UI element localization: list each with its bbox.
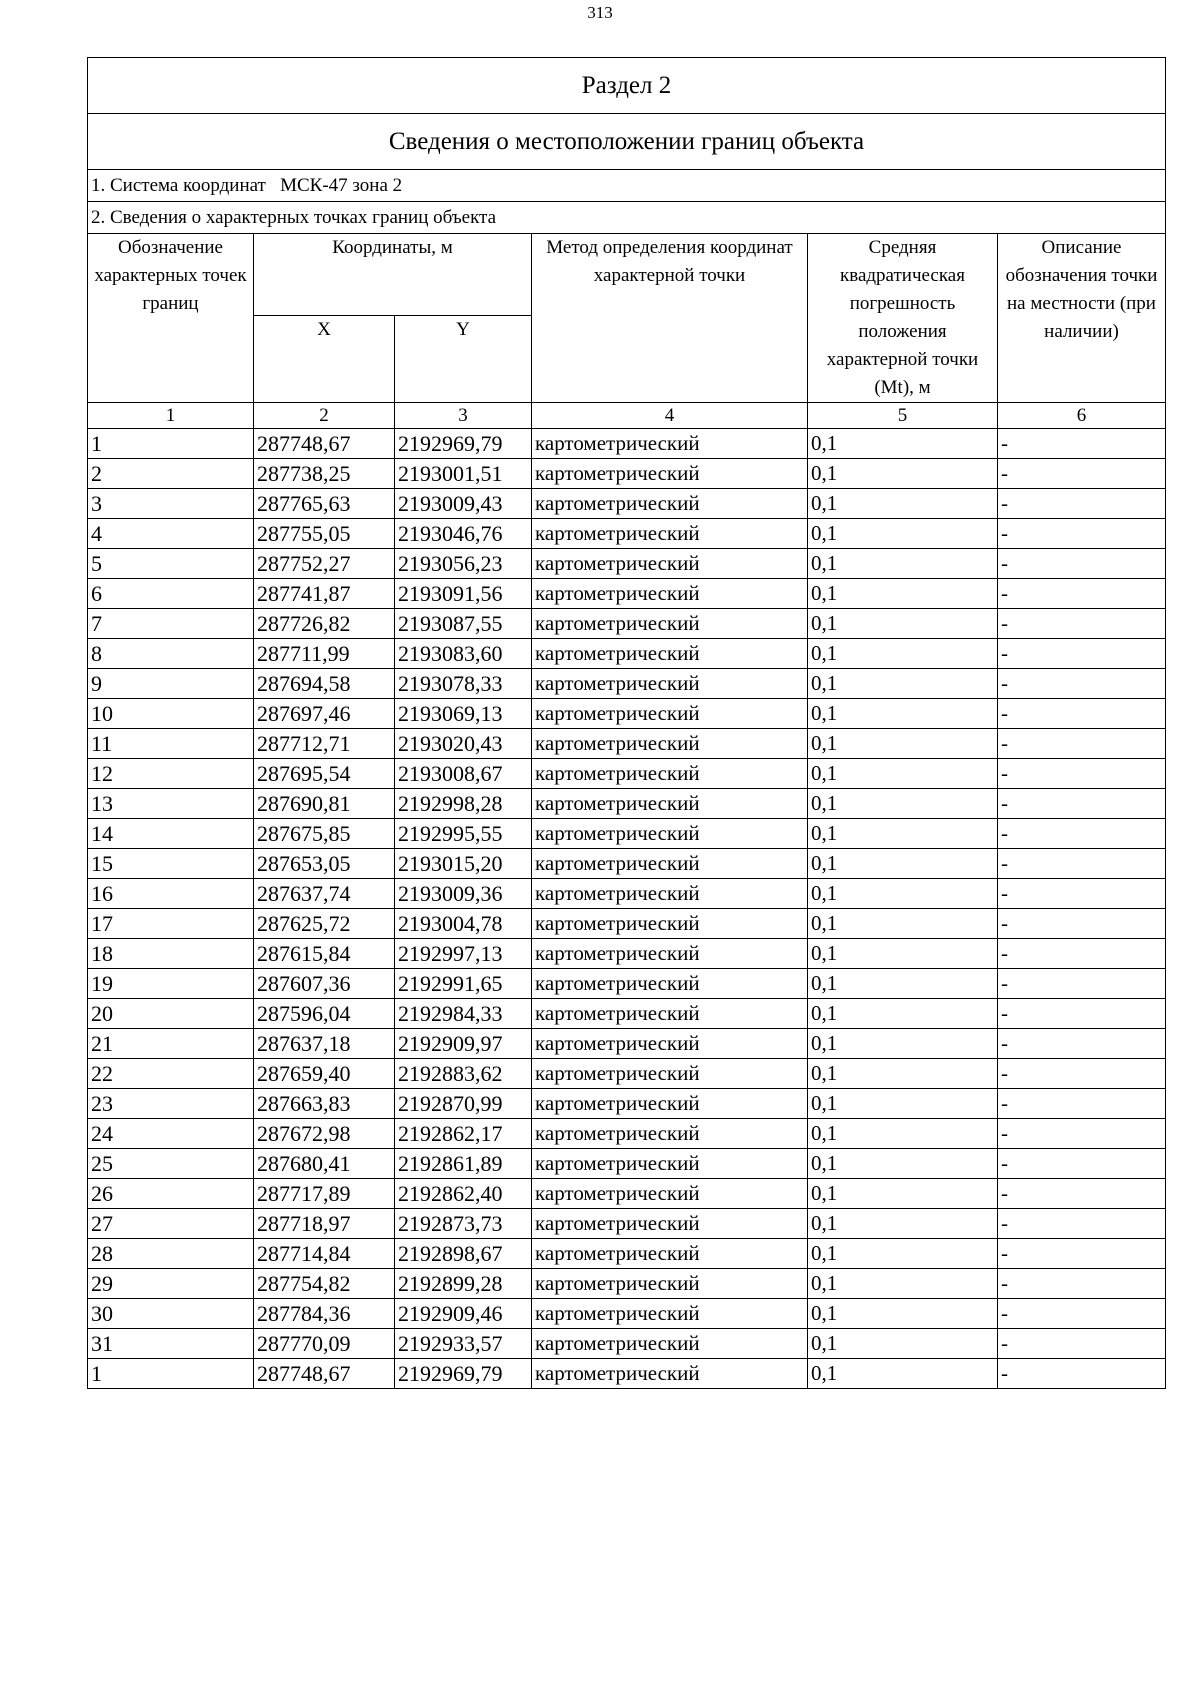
description-cell: - — [998, 969, 1166, 999]
x-coord-cell: 287672,98 — [254, 1119, 395, 1149]
x-coord-cell: 287726,82 — [254, 609, 395, 639]
accuracy-cell: 0,1 — [808, 669, 998, 699]
table-row — [88, 489, 1166, 519]
point-id-cell: 16 — [88, 879, 254, 909]
table-row — [88, 639, 1166, 669]
description-cell: - — [998, 819, 1166, 849]
y-coord-cell: 2193083,60 — [395, 639, 532, 669]
table-row — [88, 669, 1166, 699]
table-row — [88, 1209, 1166, 1239]
point-id-cell: 22 — [88, 1059, 254, 1089]
x-coord-cell: 287770,09 — [254, 1329, 395, 1359]
description-cell: - — [998, 1239, 1166, 1269]
table-row — [88, 999, 1166, 1029]
accuracy-cell: 0,1 — [808, 849, 998, 879]
method-cell: картометрический — [532, 1269, 808, 1299]
method-cell: картометрический — [532, 489, 808, 519]
page-number: 313 — [587, 3, 613, 22]
y-coord-cell: 2192898,67 — [395, 1239, 532, 1269]
table-row — [88, 1179, 1166, 1209]
column-number: 2 — [254, 403, 395, 429]
description-cell: - — [998, 1269, 1166, 1299]
point-id-cell: 12 — [88, 759, 254, 789]
table-row — [88, 909, 1166, 939]
description-cell: - — [998, 1329, 1166, 1359]
point-id-cell: 26 — [88, 1179, 254, 1209]
column-number: 4 — [532, 403, 808, 429]
accuracy-cell: 0,1 — [808, 879, 998, 909]
method-cell: картометрический — [532, 429, 808, 459]
accuracy-cell: 0,1 — [808, 1089, 998, 1119]
method-cell: картометрический — [532, 579, 808, 609]
description-cell: - — [998, 1149, 1166, 1179]
y-coord-cell: 2192995,55 — [395, 819, 532, 849]
point-id-cell: 31 — [88, 1329, 254, 1359]
x-coord-cell: 287694,58 — [254, 669, 395, 699]
x-coord-cell: 287755,05 — [254, 519, 395, 549]
x-coord-cell: 287714,84 — [254, 1239, 395, 1269]
description-cell: - — [998, 939, 1166, 969]
point-id-cell: 2 — [88, 459, 254, 489]
x-coord-cell: 287748,67 — [254, 1359, 395, 1389]
description-cell: - — [998, 1059, 1166, 1089]
x-coord-cell: 287637,18 — [254, 1029, 395, 1059]
table-row — [88, 609, 1166, 639]
column-number-row — [88, 403, 1166, 429]
accuracy-cell: 0,1 — [808, 1029, 998, 1059]
section-title: Раздел 2 — [88, 58, 1166, 114]
point-id-cell: 21 — [88, 1029, 254, 1059]
method-cell: картометрический — [532, 849, 808, 879]
method-cell: картометрический — [532, 459, 808, 489]
method-cell: картометрический — [532, 1149, 808, 1179]
description-cell: - — [998, 579, 1166, 609]
method-cell: картометрический — [532, 609, 808, 639]
method-cell: картометрический — [532, 879, 808, 909]
y-coord-cell: 2193078,33 — [395, 669, 532, 699]
col-header-accuracy: Средняя квадратическая погрешность положения характерной точки (Mt), м — [808, 234, 998, 403]
y-coord-cell: 2193087,55 — [395, 609, 532, 639]
description-cell: - — [998, 429, 1166, 459]
description-cell: - — [998, 1029, 1166, 1059]
point-id-cell: 28 — [88, 1239, 254, 1269]
table-row — [88, 819, 1166, 849]
y-coord-cell: 2192861,89 — [395, 1149, 532, 1179]
point-id-cell: 8 — [88, 639, 254, 669]
description-cell: - — [998, 999, 1166, 1029]
y-coord-cell: 2193001,51 — [395, 459, 532, 489]
table-row — [88, 579, 1166, 609]
y-coord-cell: 2193004,78 — [395, 909, 532, 939]
x-coord-cell: 287718,97 — [254, 1209, 395, 1239]
description-cell: - — [998, 1299, 1166, 1329]
description-cell: - — [998, 669, 1166, 699]
accuracy-cell: 0,1 — [808, 789, 998, 819]
description-cell: - — [998, 789, 1166, 819]
accuracy-cell: 0,1 — [808, 759, 998, 789]
y-coord-cell: 2192969,79 — [395, 1359, 532, 1389]
x-coord-cell: 287675,85 — [254, 819, 395, 849]
point-id-cell: 27 — [88, 1209, 254, 1239]
description-cell: - — [998, 1119, 1166, 1149]
x-coord-cell: 287748,67 — [254, 429, 395, 459]
x-coord-cell: 287680,41 — [254, 1149, 395, 1179]
method-cell: картометрический — [532, 729, 808, 759]
y-coord-cell: 2193069,13 — [395, 699, 532, 729]
method-cell: картометрический — [532, 999, 808, 1029]
point-id-cell: 29 — [88, 1269, 254, 1299]
col-header-coords: Координаты, м — [254, 234, 532, 316]
point-id-cell: 30 — [88, 1299, 254, 1329]
method-cell: картометрический — [532, 519, 808, 549]
x-coord-cell: 287712,71 — [254, 729, 395, 759]
method-cell: картометрический — [532, 789, 808, 819]
table-row — [88, 1119, 1166, 1149]
y-coord-cell: 2192909,46 — [395, 1299, 532, 1329]
y-coord-cell: 2193009,43 — [395, 489, 532, 519]
accuracy-cell: 0,1 — [808, 639, 998, 669]
method-cell: картометрический — [532, 639, 808, 669]
table-row — [88, 459, 1166, 489]
x-coord-cell: 287754,82 — [254, 1269, 395, 1299]
point-id-cell: 14 — [88, 819, 254, 849]
x-coord-cell: 287711,99 — [254, 639, 395, 669]
description-cell: - — [998, 639, 1166, 669]
accuracy-cell: 0,1 — [808, 1209, 998, 1239]
accuracy-cell: 0,1 — [808, 699, 998, 729]
table-row — [88, 1269, 1166, 1299]
table-row — [88, 699, 1166, 729]
table-row — [88, 969, 1166, 999]
y-coord-cell: 2193008,67 — [395, 759, 532, 789]
point-id-cell: 18 — [88, 939, 254, 969]
accuracy-cell: 0,1 — [808, 609, 998, 639]
accuracy-cell: 0,1 — [808, 1119, 998, 1149]
y-coord-cell: 2192933,57 — [395, 1329, 532, 1359]
method-cell: картометрический — [532, 1059, 808, 1089]
x-coord-cell: 287695,54 — [254, 759, 395, 789]
accuracy-cell: 0,1 — [808, 909, 998, 939]
method-cell: картометрический — [532, 1299, 808, 1329]
col-header-x: X — [254, 315, 395, 402]
boundary-table — [87, 57, 1166, 1389]
col-header-method: Метод определения координат характерной точки — [532, 234, 808, 403]
point-id-cell: 1 — [88, 1359, 254, 1389]
coord-system-line: 1. Система координат МСК-47 зона 2 — [88, 170, 1166, 202]
description-cell: - — [998, 849, 1166, 879]
accuracy-cell: 0,1 — [808, 1149, 998, 1179]
point-id-cell: 15 — [88, 849, 254, 879]
y-coord-cell: 2192998,28 — [395, 789, 532, 819]
y-coord-cell: 2193056,23 — [395, 549, 532, 579]
method-cell: картометрический — [532, 939, 808, 969]
point-id-cell: 9 — [88, 669, 254, 699]
accuracy-cell: 0,1 — [808, 939, 998, 969]
description-cell: - — [998, 459, 1166, 489]
col-header-description: Описание обозначения точки на местности (при наличии) — [998, 234, 1166, 403]
accuracy-cell: 0,1 — [808, 1299, 998, 1329]
description-cell: - — [998, 909, 1166, 939]
table-row — [88, 549, 1166, 579]
accuracy-cell: 0,1 — [808, 429, 998, 459]
table-row — [88, 1059, 1166, 1089]
accuracy-cell: 0,1 — [808, 1059, 998, 1089]
accuracy-cell: 0,1 — [808, 969, 998, 999]
accuracy-cell: 0,1 — [808, 549, 998, 579]
x-coord-cell: 287741,87 — [254, 579, 395, 609]
x-coord-cell: 287752,27 — [254, 549, 395, 579]
y-coord-cell: 2193020,43 — [395, 729, 532, 759]
description-cell: - — [998, 759, 1166, 789]
x-coord-cell: 287659,40 — [254, 1059, 395, 1089]
table-row — [88, 879, 1166, 909]
point-id-cell: 25 — [88, 1149, 254, 1179]
table-row — [88, 1029, 1166, 1059]
method-cell: картометрический — [532, 1209, 808, 1239]
column-number: 3 — [395, 403, 532, 429]
y-coord-cell: 2193009,36 — [395, 879, 532, 909]
y-coord-cell: 2192991,65 — [395, 969, 532, 999]
description-cell: - — [998, 549, 1166, 579]
description-cell: - — [998, 519, 1166, 549]
accuracy-cell: 0,1 — [808, 579, 998, 609]
point-id-cell: 23 — [88, 1089, 254, 1119]
method-cell: картометрический — [532, 1089, 808, 1119]
y-coord-cell: 2192909,97 — [395, 1029, 532, 1059]
accuracy-cell: 0,1 — [808, 1179, 998, 1209]
table-row — [88, 1329, 1166, 1359]
method-cell: картометрический — [532, 1359, 808, 1389]
column-number: 5 — [808, 403, 998, 429]
accuracy-cell: 0,1 — [808, 819, 998, 849]
table-row — [88, 1239, 1166, 1269]
x-coord-cell: 287765,63 — [254, 489, 395, 519]
point-id-cell: 1 — [88, 429, 254, 459]
point-id-cell: 10 — [88, 699, 254, 729]
table-row — [88, 519, 1166, 549]
col-header-y: Y — [395, 315, 532, 402]
column-number: 1 — [88, 403, 254, 429]
method-cell: картометрический — [532, 909, 808, 939]
table-row — [88, 789, 1166, 819]
method-cell: картометрический — [532, 1119, 808, 1149]
y-coord-cell: 2192899,28 — [395, 1269, 532, 1299]
table-row — [88, 1359, 1166, 1389]
y-coord-cell: 2193091,56 — [395, 579, 532, 609]
table-row — [88, 429, 1166, 459]
method-cell: картометрический — [532, 669, 808, 699]
point-id-cell: 19 — [88, 969, 254, 999]
point-id-cell: 4 — [88, 519, 254, 549]
description-cell: - — [998, 489, 1166, 519]
x-coord-cell: 287637,74 — [254, 879, 395, 909]
y-coord-cell: 2193015,20 — [395, 849, 532, 879]
description-cell: - — [998, 879, 1166, 909]
accuracy-cell: 0,1 — [808, 1359, 998, 1389]
y-coord-cell: 2192862,17 — [395, 1119, 532, 1149]
accuracy-cell: 0,1 — [808, 729, 998, 759]
accuracy-cell: 0,1 — [808, 1329, 998, 1359]
y-coord-cell: 2192873,73 — [395, 1209, 532, 1239]
description-cell: - — [998, 609, 1166, 639]
method-cell: картометрический — [532, 1029, 808, 1059]
method-cell: картометрический — [532, 1239, 808, 1269]
description-cell: - — [998, 1179, 1166, 1209]
y-coord-cell: 2192883,62 — [395, 1059, 532, 1089]
y-coord-cell: 2192862,40 — [395, 1179, 532, 1209]
point-id-cell: 20 — [88, 999, 254, 1029]
col-header-point: Обозначение характерных точек границ — [88, 234, 254, 403]
section-subtitle: Сведения о местоположении границ объекта — [88, 114, 1166, 170]
description-cell: - — [998, 1359, 1166, 1389]
y-coord-cell: 2192984,33 — [395, 999, 532, 1029]
table-row — [88, 849, 1166, 879]
point-id-cell: 11 — [88, 729, 254, 759]
method-cell: картометрический — [532, 819, 808, 849]
y-coord-cell: 2193046,76 — [395, 519, 532, 549]
description-cell: - — [998, 1089, 1166, 1119]
column-number: 6 — [998, 403, 1166, 429]
x-coord-cell: 287784,36 — [254, 1299, 395, 1329]
table-row — [88, 1149, 1166, 1179]
point-id-cell: 6 — [88, 579, 254, 609]
x-coord-cell: 287653,05 — [254, 849, 395, 879]
x-coord-cell: 287625,72 — [254, 909, 395, 939]
method-cell: картометрический — [532, 969, 808, 999]
table-row — [88, 729, 1166, 759]
method-cell: картометрический — [532, 1179, 808, 1209]
x-coord-cell: 287607,36 — [254, 969, 395, 999]
x-coord-cell: 287697,46 — [254, 699, 395, 729]
point-id-cell: 17 — [88, 909, 254, 939]
point-id-cell: 5 — [88, 549, 254, 579]
x-coord-cell: 287663,83 — [254, 1089, 395, 1119]
method-cell: картометрический — [532, 699, 808, 729]
x-coord-cell: 287690,81 — [254, 789, 395, 819]
method-cell: картометрический — [532, 549, 808, 579]
accuracy-cell: 0,1 — [808, 519, 998, 549]
accuracy-cell: 0,1 — [808, 999, 998, 1029]
accuracy-cell: 0,1 — [808, 489, 998, 519]
x-coord-cell: 287596,04 — [254, 999, 395, 1029]
point-id-cell: 13 — [88, 789, 254, 819]
description-cell: - — [998, 1209, 1166, 1239]
y-coord-cell: 2192870,99 — [395, 1089, 532, 1119]
description-cell: - — [998, 699, 1166, 729]
y-coord-cell: 2192997,13 — [395, 939, 532, 969]
accuracy-cell: 0,1 — [808, 1269, 998, 1299]
table-row — [88, 759, 1166, 789]
point-id-cell: 24 — [88, 1119, 254, 1149]
x-coord-cell: 287738,25 — [254, 459, 395, 489]
point-id-cell: 7 — [88, 609, 254, 639]
points-info-line: 2. Сведения о характерных точках границ объекта — [88, 202, 1166, 234]
description-cell: - — [998, 729, 1166, 759]
method-cell: картометрический — [532, 1329, 808, 1359]
table-row — [88, 1299, 1166, 1329]
method-cell: картометрический — [532, 759, 808, 789]
x-coord-cell: 287717,89 — [254, 1179, 395, 1209]
accuracy-cell: 0,1 — [808, 1239, 998, 1269]
table-row — [88, 1089, 1166, 1119]
accuracy-cell: 0,1 — [808, 459, 998, 489]
table-row — [88, 939, 1166, 969]
x-coord-cell: 287615,84 — [254, 939, 395, 969]
y-coord-cell: 2192969,79 — [395, 429, 532, 459]
point-id-cell: 3 — [88, 489, 254, 519]
